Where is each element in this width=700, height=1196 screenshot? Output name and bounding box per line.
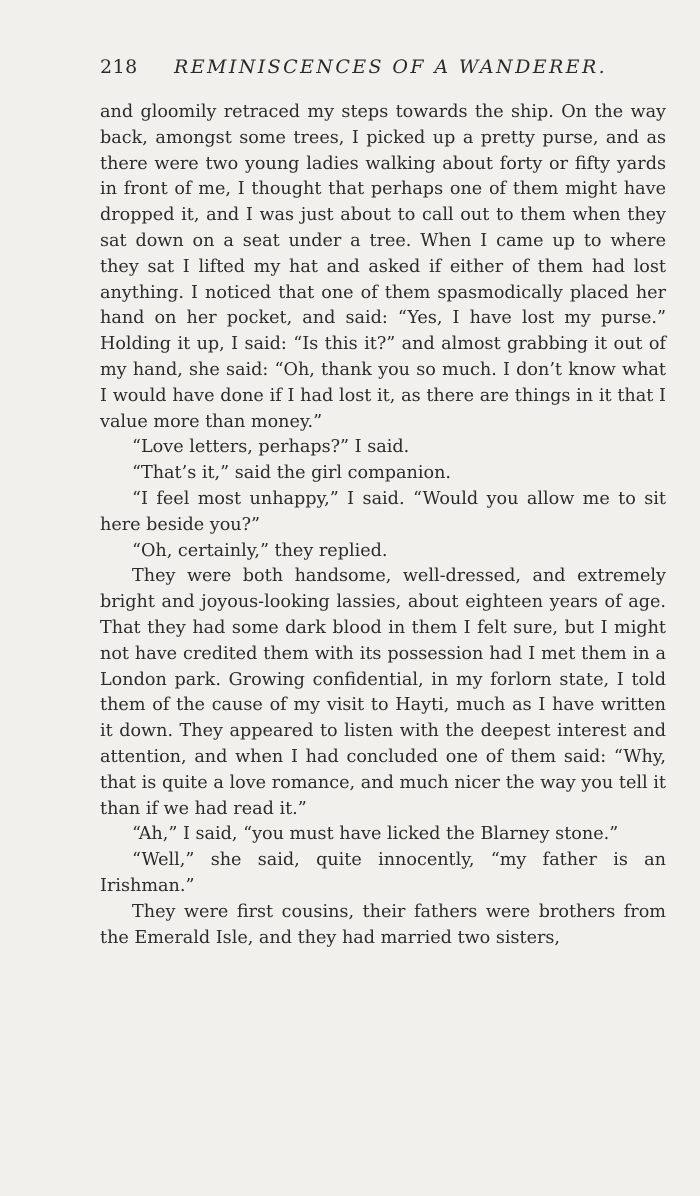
paragraph: “Love letters, perhaps?” I said. [132, 437, 410, 458]
paragraph: They were both handsome, well-dressed, and extremely bright and joyous-looking lassies, about eighteen years of age. That they had some dark blood in them I felt sure, but I might not have credited them with its possession had I met them in a London park. Growing confidential, in my forlorn state, I told them of the cause of my visit to Hayti, much as I have written it down. They appeared to listen with the deepest interest and attention, and when I had concluded one of them said: “Why, that is quite a love romance, and much nicer the way you tell it than if we had read it.” [100, 566, 666, 819]
paragraph: “I feel most unhappy,” I said. “Would you allow me to sit here beside you?” [100, 488, 666, 535]
paragraph: “Well,” she said, quite innocently, “my father is an Irishman.” [100, 850, 666, 896]
running-title: REMINISCENCES OF A WANDERER. [174, 56, 608, 78]
paragraph: “Ah,” I said, “you must have licked the Blarney stone.” [132, 824, 619, 845]
paragraph: “Oh, certainly,” they replied. [132, 540, 388, 561]
paragraph: They were first cousins, their fathers were brothers from the Emerald Isle, and they had married two sisters, [100, 901, 666, 948]
page-number: 218 [100, 56, 138, 78]
running-head [100, 56, 614, 86]
body-text [100, 100, 666, 951]
paragraph: “That’s it,” said the girl companion. [132, 463, 451, 484]
paragraph: and gloomily retraced my steps towards the ship. On the way back, amongst some trees, I picked up a pretty purse, and as there were two young ladies walking about forty or fifty yards in front of me, I thought that perhaps one of them might have dropped it, and I was just about to call out to them when they sat down on a seat under a tree. When I came up to where they sat I lifted my hat and asked if either of them had lost anything. I noticed that one of them spasmodically placed her hand on her pocket, and said: “Yes, I have lost my purse.” Holding it up, I said: “Is this it?” and almost grabbing it out of my hand, she said: “Oh, thank you so much. I don’t know what I would have done if I had lost it, as there are things in it that I value more than money.” [100, 102, 666, 432]
